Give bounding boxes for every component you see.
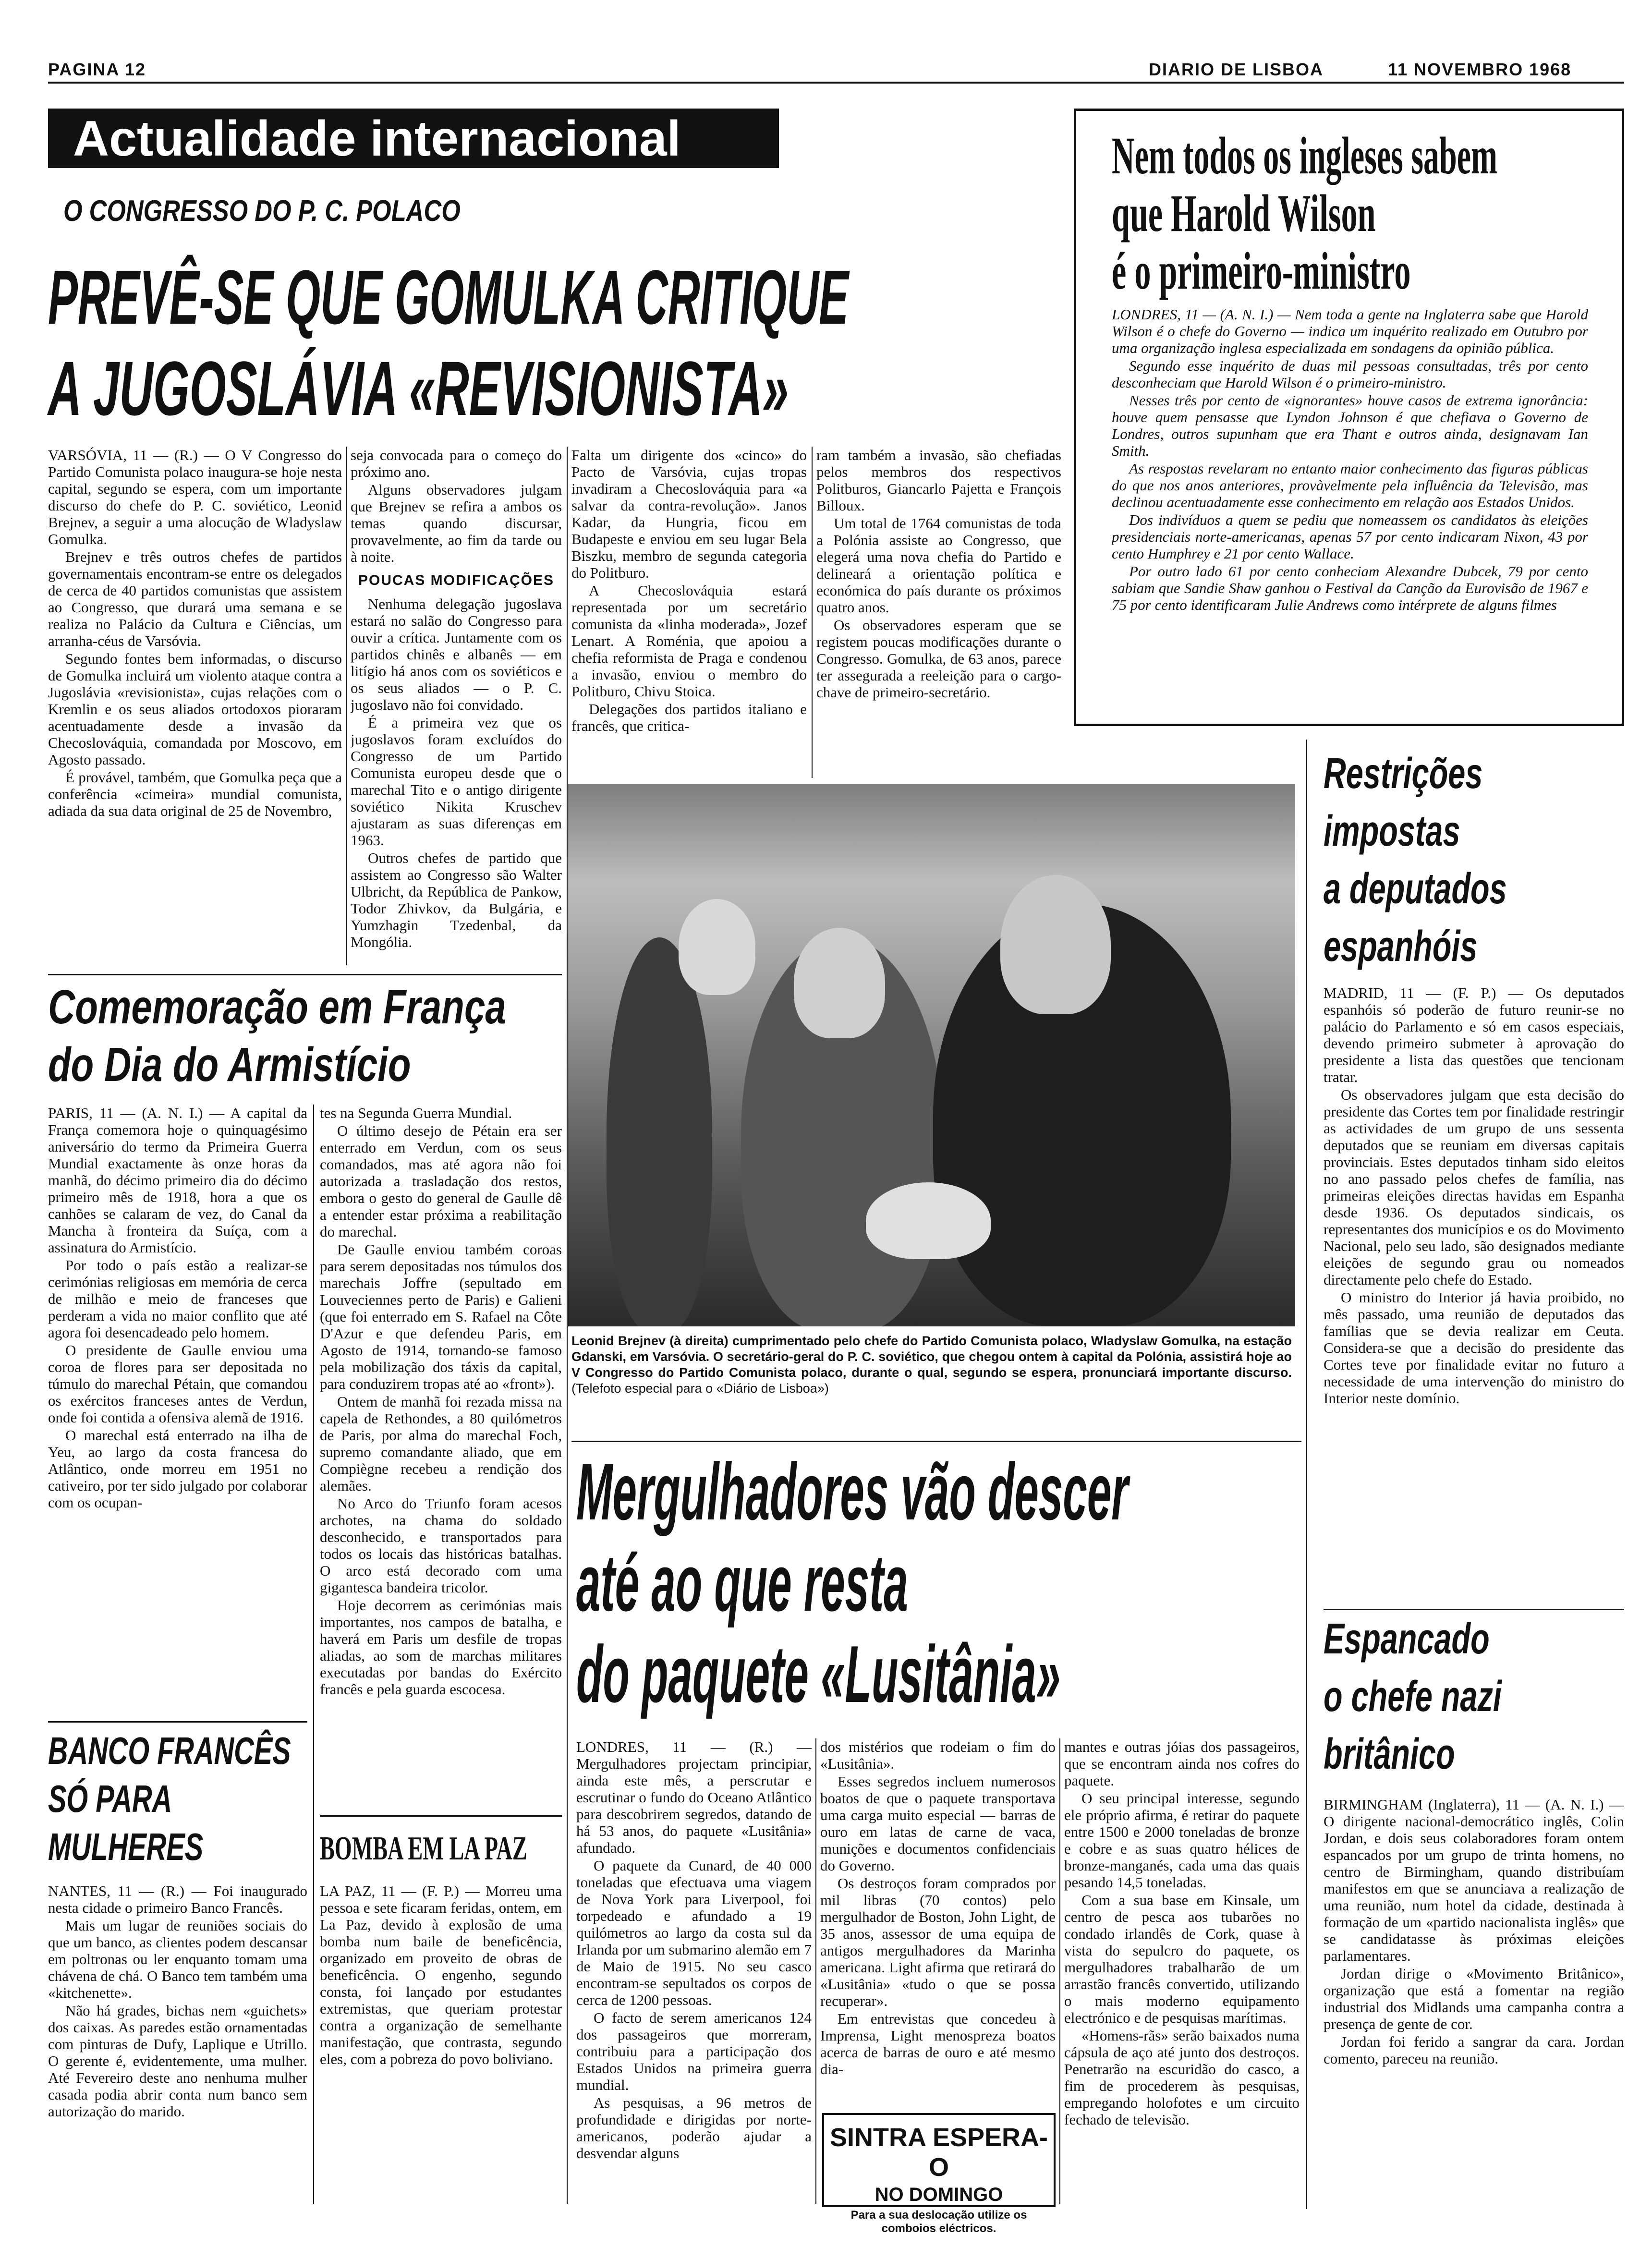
section-rule	[48, 1721, 307, 1723]
brejnev-face	[1000, 875, 1111, 1014]
ad-line-2: NO DOMINGO	[875, 2184, 1003, 2205]
headline-bomb: BOMBA EM LA PAZ	[320, 1830, 527, 1867]
headline-gomulka-line2: A JUGOSLÁVIA «REVISIONISTA»	[48, 345, 789, 431]
column-rule	[567, 447, 568, 2204]
handshake	[866, 1182, 991, 1259]
photo-credit: (Telefoto especial para o «Diário de Lisboa»)	[571, 1381, 829, 1396]
headline-bank-line1: BANCO FRANCÊS	[48, 1729, 291, 1772]
headline-lusitania-line1: Mergulhadores vão descer	[576, 1446, 1129, 1537]
headline-spain-line3: a deputados	[1324, 865, 1507, 913]
crowd-figure	[607, 937, 712, 1326]
wilson-body: LONDRES, 11 — (A. N. I.) — Nem toda a gente na Inglaterra sabe que Harold Wilson é o chefe do Governo — indica um inquérito realizado em Outubro por uma organização inglesa especializada em sondagens da opinião pública. Segundo esse inquérito de duas mil pessoas consultadas, três por cento desconheciam que Harold Wilson é o primeiro-ministro. Nesses três por cento de «ignorantes» houve casos de extrema ignorância: houve quem pensasse que Lyndon Johnson é que chefiava o Governo de Londres, outros supunham que era Thant e outros ainda, designavam Ian Smith. As respostas revelaram no entanto maior conhecimento das figuras públicas do que nos anos anteriores, provàvelmente pela influência da Televisão, mas declinou acentuadamente esse conhecimento em relação aos Estados Unidos. Dos indivíduos a quem se pediu que nomeassem os candidatos às eleições presidenciais norte-americanas, apenas 57 por cento indicaram Nixon, 43 por cento Humphrey e 21 por cento Wallace. Por outro lado 61 por cento conheciam Alexandre Dubcek, 79 por cento sabiam que Sandie Shaw ganhou o Festival da Canção da Eurovisão de 1967 e 75 por cento identificaram Julie Andrews como intérprete de alguns filmes	[1112, 306, 1588, 613]
headline-spain-line1: Restrições	[1324, 750, 1483, 798]
lusitania-column-2: dos mistérios que rodeiam o fim do «Lusitânia». Esses segredos incluem numerosos boatos de que o paquete transportava uma carga muito especial — barras de ouro em latas de carne de vaca, munições e documentos confidenciais do Governo. Os destroços foram comprados por mil libras (70 contos) pelo mergulhador de Boston, John Light, de 35 anos, assessor de uma equipa de antigos mergulhadores da Marinha americana. Light afirma que retirará do «Lusitânia» «tudo o que se possa recuperar». Em entrevistas que concedeu à Imprensa, Light menospreza boatos acerca de barras de ouro e até mesmo dia-	[820, 1738, 1056, 2077]
column-rule	[313, 1105, 314, 2204]
column-rule	[1059, 1738, 1060, 2204]
armistice-column-1: PARIS, 11 — (A. N. I.) — A capital da França comemora hoje o quinquagésimo aniversário do termo da Primeira Guerra Mundial exactamente às onze horas da manhã, do décimo primeiro dia do décimo primeiro mês de 1918, hora a que os canhões se calaram de vez, do Canal da Mancha à fronteira da Suíça, com a assinatura do Armistício. Por todo o país estão a realizar-se cerimónias religiosas em memória de cerca de milhão e meio de franceses que perderam a vida no maior conflito que até agora foi desencadeado pelo homem. O presidente de Gaulle enviou uma coroa de flores para ser depositada no túmulo do marechal Pétain, que comandou os exércitos franceses antes de Verdun, onde foi contida a ofensiva alemã de 1916. O marechal está enterrado na ilha de Yeu, ao largo da costa francesa do Atlântico, onde morreu em 1951 no cativeiro, por ter sido julgado por colaborar com os ocupan-	[48, 1105, 307, 1511]
photo-brejnev-gomulka	[568, 784, 1295, 1326]
photo-caption: Leonid Brejnev (à direita) cumprimentado pelo chefe do Partido Comunista polaco, Wladyslaw Gomulka, na estação Gdanski, em Varsóvia. O secretário-geral do P. C. soviético, que chegou ontem à capital da Polónia, assistirá hoje ao V Congresso do Partido Comunista polaco, durante o qual, segundo se espera, pronunciará importante discurso. (Telefoto especial para o «Diário de Lisboa»)	[571, 1334, 1292, 1396]
headline-armistice-line2: do Dia do Armistício	[48, 1038, 411, 1092]
subheading-poucas-modificacoes: POUCAS MODIFICAÇÕES	[358, 572, 555, 588]
headline-nazi-line2: o chefe nazi	[1324, 1673, 1502, 1721]
headline-spain-line2: impostas	[1324, 807, 1460, 855]
lusitania-column-3: mantes e outras jóias dos passageiros, que se encontram ainda nos cofres do paquete. O seu principal interesse, segundo ele próprio afirma, é retirar do paquete entre 1500 e 2000 toneladas de bronze e cobre e as suas quatro hélices de bronze-manganés, cada uma das quais pesando 14,5 toneladas. Com a sua base em Kinsale, um centro de pesca aos tubarões no condado irlandês de Cork, quase à vista do sepulcro do paquete, os mergulhadores trabalharão de um arrastão francês convertido, utilizando o mais moderno equipamento electrónico e de pesquisas marítimas. «Homens-rãs» serão baixados numa cápsula de aço até junto dos destroços. Penetrarão na escuridão do casco, a fim de procederem às pesquisas, empregando holofotes e um circuito fechado de televisão.	[1064, 1738, 1300, 2128]
crowd-figure	[679, 899, 755, 995]
section-rule	[48, 974, 562, 975]
headline-spain-line4: espanhóis	[1324, 923, 1478, 971]
section-banner: Actualidade internacional	[48, 109, 779, 168]
headline-lusitania-line2: até ao que resta	[576, 1538, 908, 1628]
gomulka-column-3: Falta um dirigente dos «cinco» do Pacto de Varsóvia, cujas tropas invadiram a Checoslováquia para «a salvar da contra-revolução». Janos Kadar, da Hungria, ficou em Budapeste e enviou em seu lugar Bela Biszku, membro de segunda categoria do Politburo. A Checoslováquia estará representada por um secretário comunista da «linha moderada», Jozef Lenart. A Roménia, que apoiou a chefia reformista de Praga e condenou a invasão, enviou o membro do Politburo, Chivu Stoica. Delegações dos partidos italiano e francês, que critica-	[571, 447, 807, 734]
ad-line-3: Para a sua deslocação utilize os comboios eléctricos.	[850, 2209, 1027, 2235]
headline-nazi-line3: britânico	[1324, 1730, 1455, 1778]
column-rule	[812, 447, 813, 778]
headline-wilson-line2: que Harold Wilson	[1112, 184, 1376, 243]
armistice-column-2: tes na Segunda Guerra Mundial. O último desejo de Pétain era ser enterrado em Verdun, com os seus comandados, mas até agora não foi autorizada a trasladação dos restos, embora o gesto do general de Gaulle dê a entender estar próxima a reabilitação do marechal. De Gaulle enviou também coroas para serem depositadas nos túmulos dos marechais Joffre (sepultado em Louveciennes perto de Paris) e Galieni (que foi enterrado em S. Rafael na Côte D'Azur e que defendeu Paris, em Agosto de 1914, tornando-se famoso pela mobilização dos táxis da capital, para conduzirem tropas até ao «front»). Ontem de manhã foi rezada missa na capela de Rethondes, a 80 quilómetros de Paris, por alma do marechal Foch, supremo comandante aliado, que em Compiègne recebeu a rendição dos alemães. No Arco do Triunfo foram acesos archotes, na chama do soldado desconhecido, e transportados para todos os locais das históricas batalhas. O arco está decorado com uma gigantesca bandeira tricolor. Hoje decorrem as cerimónias mais importantes, nos campos de batalha, e haverá em Paris um desfile de tropas aliadas, ao som de marchas militares executadas por bandas do Exército francês e pela guarda escocesa.	[320, 1105, 562, 1698]
header-rule	[48, 82, 1624, 84]
headline-bank-line3: MULHERES	[48, 1825, 204, 1868]
page-number: PAGINA 12	[48, 60, 146, 79]
gomulka-column-4: ram também a invasão, são chefiadas pelos membros dos respectivos Politburos, Giancarlo Pajetta e François Billoux. Um total de 1764 comunistas de toda a Polónia assiste ao Congresso, que elegerá uma nova chefia do Partido e delineará a orientação política e económica do país durante os próximos quatro anos. Os observadores esperam que se registem poucas modificações durante o Congresso. Gomulka, de 63 anos, parece ter assegurada a reeleição para o cargo-chave de primeiro-secretário.	[816, 447, 1061, 701]
newspaper-name: DIARIO DE LISBOA	[1149, 60, 1324, 79]
headline-bank-line2: SÓ PARA	[48, 1777, 172, 1820]
bank-body: NANTES, 11 — (R.) — Foi inaugurado nesta cidade o primeiro Banco Francês. Mais um lugar de reuniões sociais do que um banco, as clientes podem descansar em poltronas ou ler enquanto tomam uma chávena de chá. O Banco tem também uma «kitchenette». Não há grades, bichas nem «guichets» dos caixas. As paredes estão ornamentadas com pinturas de Dufy, Laplique e Utrillo. O gerente é, evidentemente, uma mulher. Até Fevereiro deste ano nenhuma mulher casada podia abrir conta num banco sem autorização do marido.	[48, 1882, 307, 2120]
headline-wilson-line1: Nem todos os ingleses sabem	[1112, 126, 1497, 185]
wilson-article-box	[1074, 109, 1624, 726]
bomb-body: LA PAZ, 11 — (F. P.) — Morreu uma pessoa e sete ficaram feridas, ontem, em La Paz, devido à explosão de uma bomba num baile de beneficência, organizado em proveito de obras de beneficência. O engenho, segundo consta, foi lançado por estudantes extremistas, que queriam protestar contra a organização de semelhante manifestação, que contrasta, segundo eles, com a pobreza do povo boliviano.	[320, 1882, 562, 2067]
issue-date: 11 NOVEMBRO 1968	[1388, 60, 1572, 79]
kicker: O CONGRESSO DO P. C. POLACO	[63, 194, 461, 228]
section-rule	[1324, 1609, 1624, 1610]
spain-body: MADRID, 11 — (F. P.) — Os deputados espanhóis só poderão de futuro reunir-se no palácio do Parlamento e só em casos especiais, devendo primeiro submeter à aprovação do presidente a lista das questões que tencionam tratar. Os observadores julgam que esta decisão do presidente das Cortes tem por finalidade restringir as actividades de um grupo de uns sessenta deputados que se reuniam em diversas capitais provinciais. Estes deputados tinham sido eleitos no ano passado pelos chefes de família, nas primeiras eleições directas havidas em Espanha desde 1936. Os deputados sindicais, os representantes dos municípios e os do Movimento Nacional, pelo seu lado, são designados mediante eleições de segundo grau ou nomeados directamente pelo chefe do Estado. O ministro do Interior já havia proibido, no mês passado, uma reunião de deputados das famílias que se devia realizar em Ceuta. Considera-se que a decisão do presidente das Cortes teve por finalidade evitar no futuro a necessidade de uma intervenção do ministro do Interior neste domínio.	[1324, 984, 1624, 1407]
headline-nazi-line1: Espancado	[1324, 1615, 1490, 1663]
headline-armistice-line1: Comemoração em França	[48, 980, 506, 1034]
gomulka-face	[794, 928, 885, 1038]
lusitania-column-1: LONDRES, 11 — (R.) — Mergulhadores projectam principiar, ainda este mês, a perscrutar e escrutinar o fundo do Oceano Atlântico para descobrirem segredos, datando de há 53 anos, do paquete «Lusitânia» afundado. O paquete da Cunard, de 40 000 toneladas que efectuava uma viagem de Nova York para Liverpool, foi torpedeado e afundado a 19 quilómetros ao largo da costa sul da Irlanda por um submarino alemão em 7 de Maio de 1915. No seu casco encontram-se sepultados os corpos de cerca de 1200 pessoas. O facto de serem americanos 124 dos passageiros que morreram, contribuiu para a participação dos Estados Unidos na primeira guerra mundial. As pesquisas, a 96 metros de profundidade e dirigidas por norte-americanos, poderão ajudar a desvendar alguns	[576, 1738, 812, 2162]
section-rule	[320, 1815, 562, 1817]
ad-line-1: SINTRA ESPERA-O	[829, 2123, 1048, 2182]
nazi-body: BIRMINGHAM (Inglaterra), 11 — (A. N. I.) — O dirigente nacional-democrático inglês, Colin Jordan, e dois seus colaboradores foram ontem espancados por um grupo de trinta homens, no centro de Birmingham, quando distribuíam manifestos em que se anunciava a realização de uma reunião, num hotel da cidade, destinada à formação de um «partido nacionalista inglês» que se candidatasse às próximas eleições parlamentares. Jordan dirige o «Movimento Britânico», organização que está a fomentar na região industrial dos Midlands uma campanha contra a presença de gente de cor. Jordan foi ferido a sangrar da cara. Jordan comento, pareceu na reunião.	[1324, 1796, 1624, 2067]
column-rule	[1306, 740, 1307, 2209]
headline-lusitania-line3: do paquete «Lusitânia»	[576, 1629, 1061, 1719]
column-rule	[815, 1738, 816, 2204]
headline-gomulka-line1: PREVÊ-SE QUE GOMULKA CRITIQUE	[48, 254, 849, 340]
column-rule	[346, 447, 347, 965]
gomulka-column-2: seja convocada para o começo do próximo ano. Alguns observadores julgam que Brejnev se refira a ambos os temas quando discursar, provavelmente, ao fim da tarde ou à noite. POUCAS MODIFICAÇÕES Nenhuma delegação jugoslava estará no salão do Congresso para ouvir a crítica. Juntamente com os partidos chinês e albanês — em litígio há anos com os soviéticos e os seus aliados — o P. C. jugoslavo não foi convidado. É a primeira vez que os jugoslavos foram excluídos do Congresso de um Partido Comunista europeu desde que o marechal Tito e o antigo dirigente soviético Nikita Kruschev ajustaram as suas diferenças em 1963. Outros chefes de partido que assistem ao Congresso são Walter Ulbricht, da República de Pankow, Todor Zhivkov, da Bulgária, e Yumzhagin Tzedenbal, da Mongólia.	[351, 447, 562, 950]
section-rule	[571, 1441, 1301, 1442]
gomulka-column-1: VARSÓVIA, 11 — (R.) — O V Congresso do Partido Comunista polaco inaugura-se hoje nesta capital, segundo se espera, com um importante discurso do chefe do P. C. soviético, Leonid Brejnev, a seguir a uma alocução de Wladyslaw Gomulka. Brejnev e três outros chefes de partidos governamentais encontram-se entre os delegados de cerca de 40 partidos comunistas que assistem ao Congresso, que durará uma semana e se realiza no Palácio da Cultura e Ciências, um arranha-céus de Varsóvia. Segundo fontes bem informadas, o discurso de Gomulka incluirá um violento ataque contra a Jugoslávia «revisionista», cujas relações com o Kremlin e os seus aliados ortodoxos pioraram acentuadamente desde a invasão da Checoslováquia, comandada por Moscovo, em Agosto passado. É provável, também, que Gomulka peça que a conferência «cimeira» mundial comunista, adiada da sua data original de 25 de Novembro,	[48, 447, 342, 819]
headline-wilson-line3: é o primeiro-ministro	[1112, 242, 1411, 300]
ad-sintra	[822, 2113, 1056, 2235]
